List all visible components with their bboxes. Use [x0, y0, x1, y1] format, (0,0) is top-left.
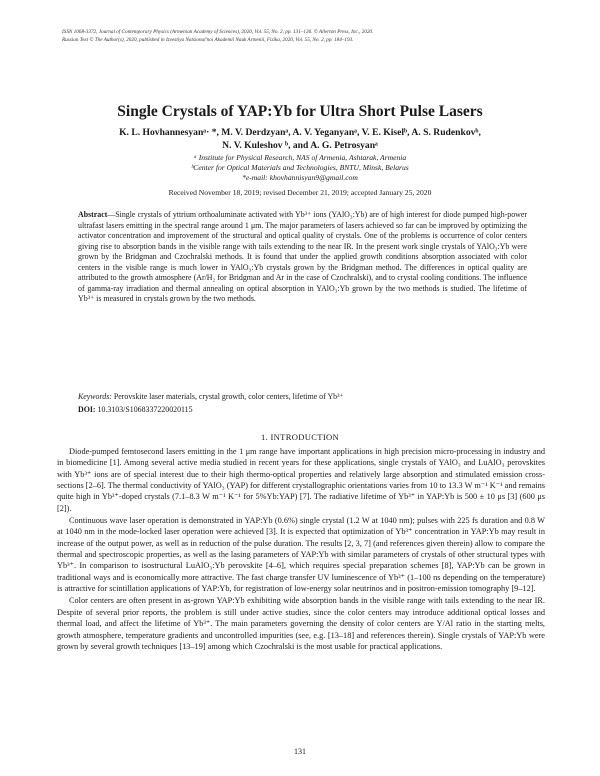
- authors-line-2: N. V. Kuleshov ᵇ, and A. G. Petrosyanᵃ: [222, 139, 378, 151]
- keywords: [78, 392, 527, 401]
- doi-label: DOI:: [78, 405, 96, 414]
- received-dates: Received November 18, 2019; revised December 21, 2019; accepted January 25, 2020: [168, 188, 432, 197]
- contact-email: *e-mail: khovhannisyan9@gmail.com: [242, 173, 358, 182]
- paragraph: Color centers are often present in as-grown YAP:Yb exhibiting wide absorption bands in the visible range with tails extending to the near IR. Despite of several prior reports, the problem is still under active studies, since the color centers may introduce additional optical losses and thermal load, and affect the lifetime of Yb³⁺. The main parameters governing the density of color centers are Y/Al ratio in the starting melts, growth atmosphere, temperature gradients and uncontrolled impurities (see, e.g. [13–18] and references therein). Single crystals of YAP:Yb were grown by several growth techniques [13–19] among which Czochralski is the most usable for practical applications.: [57, 596, 545, 651]
- keywords-label: Keywords:: [78, 392, 112, 401]
- section-heading: 1. INTRODUCTION: [260, 432, 340, 442]
- keywords-text: Perovskite laser materials, crystal growth, color centers, lifetime of Yb³⁺: [111, 392, 344, 401]
- header-line-2: Russian Text © The Author(s), 2020, published in Izvestiya Natsional'noi Akademii Nauk Armenii, Fizika, 2020, Vol. 55, No. 2, pp. 184–193.: [62, 37, 354, 43]
- abstract-label: Abstract: [78, 210, 108, 219]
- author-list: [40, 127, 560, 152]
- paper-title: Single Crystals of YAP:Yb for Ultra Short Pulse Lasers: [117, 103, 483, 120]
- header-line-1: ISSN 1068-3372, Journal of Contemporary Physics (Armenian Academy of Sciences), 2020, Vol. 55, No. 2, pp. 131–136. © Allerton Press, Inc., 2020.: [62, 29, 374, 35]
- abstract-text: —Single crystals of yttrium orthoaluminate activated with Yb³⁺ ions (YAlO₃:Yb) are of high interest for diode pumped high-power ultrafast lasers emitting in the spectral range around 1 μm. The major parameters of lasers achieved so far can be improved by optimizing the activator concentration and improvement of the structural and optical quality of crystals. One of the problems is occurrence of color centers giving rise to absorption bands in the visible range with tails extending to the near IR. In the present work single crystals of YAlO₃:Yb were grown by the Bridgman and Czochralski methods. It is found that under the applied growth conditions absorption associated with color centers in the visible range is much lower in YAlO₃:Yb crystals grown by the Bridgman method. The differences in optical quality are attributed to the growth atmosphere (Ar/H₂ for Bridgman and Ar in the case of Czochralski), and to crystal cooling conditions. The influence of gamma-ray irradiation and thermal annealing on optical absorption in YAlO₃:Yb grown by the two methods is studied. The lifetime of Yb³⁺ is measured in crystals grown by the two methods.: [78, 210, 527, 303]
- page-number: 131: [294, 747, 306, 756]
- affiliation-a: ᵃ Institute for Physical Research, NAS of Armenia, Ashtarak, Armenia: [193, 153, 407, 162]
- affiliation-b: ᵇCenter for Optical Materials and Technologies, BNTU, Minsk, Belarus: [191, 163, 409, 172]
- paragraph: Continuous wave laser operation is demonstrated in YAP:Yb (0.6%) single crystal (1.2 W at 1040 nm); pulses with 225 fs duration and 0.8 W at 1040 nm in the mode-locked laser operation were achieved [3]. It is expected that optimization of Yb³⁺ concentration in YAP:Yb may result in increase of the output power, as well as in reduction of the pulse duration. The results [2, 3, 7] (and references given therein) allow to compare the thermal and spectroscopic properties, as well as the lasing parameters of YAP:Yb with similar parameters of crystals of other structural types with Yb³⁺. In comparison to isostructural LuAlO₃:Yb perovskite [4–6], which requires special preparation schemes [8], YAP:Yb can be grown in traditional ways and is economically more attractive. The fast charge transfer UV luminescence of Yb³⁺ (1–100 ns depending on the temperature) is attractive for scintillation applications of YAP:Yb, for registration of low-energy solar neutrinos and in positron-emission tomography [9–12].: [57, 516, 545, 594]
- doi: [78, 405, 193, 414]
- abstract: [78, 210, 527, 305]
- journal-header: [62, 28, 562, 44]
- authors-line-1: K. L. Hovhannesyanᵃ· *, M. V. Derdzyanᵃ, A. V. Yeganyanᵃ, V. E. Kiselᵇ, A. S. Rudenkovᵇ,: [119, 127, 481, 138]
- doi-text: 10.3103/S1068337220020115: [95, 405, 193, 414]
- paragraph: Diode-pumped femtosecond lasers emitting in the 1 μm range have important applications in high precision micro-processing in industry and in biomedicine [1]. Among several active media studied in recent years for these applications, single crystals of YAlO₃ and LuAlO₃ perovskites with Yb³⁺ ions are of special interest due to their high thermo-optical properties and relatively large absorption and stimulated emission cross-sections [2–6]. The thermal conductivity of YAlO₃ (YAP) for different crystallographic orientations varies from 10 to 13.3 W m⁻¹ K⁻¹ and remains quite high in Yb³⁺-doped crystals (7.1–8.3 W m⁻¹ K⁻¹ for 5%Yb:YAP) [7]. The radiative lifetime of Yb³⁺ in YAP:Yb is 500 ± 10 μs [3] (600 μs [2]).: [57, 447, 545, 513]
- introduction-body: [57, 446, 545, 653]
